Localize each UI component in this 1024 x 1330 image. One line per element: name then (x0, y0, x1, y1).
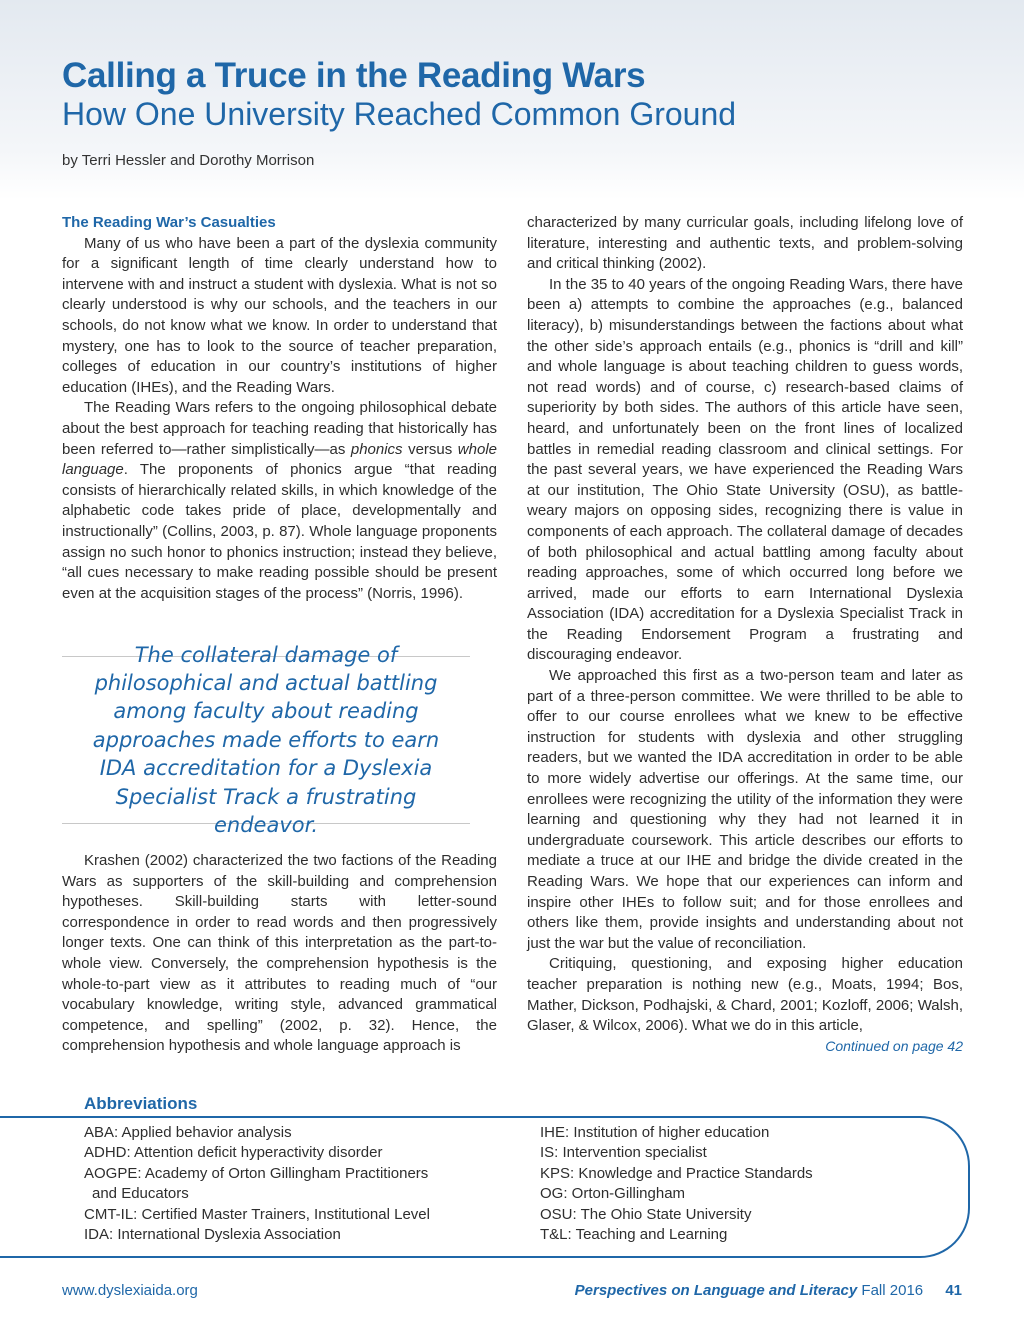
right-column (527, 213, 963, 1037)
footer-url: www.dyslexiaida.org (62, 1282, 198, 1299)
abbreviations-list-left (84, 1123, 504, 1245)
pull-quote-text: The collateral damage of philosophical and actual battling among faculty about reading approaches made efforts to earn IDA accreditation for a Dyslexia Specialist Track a frustrating endeavor. (92, 642, 440, 838)
section-heading: The Reading War’s Casualties (62, 214, 276, 231)
abbreviation-item: T&L: Teaching and Learning (540, 1226, 728, 1244)
abbreviation-item: OSU: The Ohio State University (540, 1205, 752, 1223)
article-title: Calling a Truce in the Reading Wars (62, 56, 646, 95)
paragraph: Critiquing, questioning, and exposing higher education teacher preparation is nothing new (e.g., Moats, 1994; Bos, Mather, Dickson, Podhajski, & Chard, 2001; Kozloff, 2006; Walsh, Glaser, & Wilcox, 2006). What we do in this article, (527, 955, 963, 1035)
abbreviation-item: OG: Orton-Gillingham (540, 1185, 686, 1203)
footer-journal-info (555, 1282, 962, 1299)
abbreviation-item: and Educators (92, 1185, 189, 1203)
pull-quote (62, 642, 470, 838)
paragraph: Many of us who have been a part of the dyslexia community for a significant length of time clearly understand how to intervene with and instruct a student with dyslexia. What is not so clearly understood is why our schools, and the teachers in our schools, do not know what we know. In order to understand that mystery, one has to look to the source of teacher preparation, colleges of education in our country’s institutions of higher education (IHEs), and the Reading Wars. (62, 234, 497, 396)
abbreviation-item: IDA: International Dyslexia Association (84, 1226, 341, 1244)
abbreviation-item: KPS: Knowledge and Practice Standards (540, 1164, 813, 1182)
paragraph: Krashen (2002) characterized the two factions of the Reading Wars as supporters of the skill-building and comprehension hypotheses. Skill-building starts with letter-sound correspondence in order to read words and then progressively longer texts. One can think of this interpretation as the part-to-whole view. Conversely, the comprehension hypothesis is the whole-to-part view as it attributes to reading much of “our vocabulary knowledge, writing style, advanced grammatical competence, and spelling” (2002, p. 32). Hence, the comprehension hypothesis and whole language approach is (62, 852, 497, 1055)
byline: by Terri Hessler and Dorothy Morrison (62, 152, 315, 169)
abbreviation-item: ADHD: Attention deficit hyperactivity disorder (84, 1144, 383, 1162)
abbreviation-item: ABA: Applied behavior analysis (84, 1124, 292, 1141)
article-subtitle: How One University Reached Common Ground (62, 96, 737, 132)
paragraph: In the 35 to 40 years of the ongoing Reading Wars, there have been a) attempts to combine the approaches (e.g., balanced literacy), b) misunderstandings between the factions about what the other side’s approach entails (e.g., phonics is “drill and kill” and whole language is about teaching children to guess words, not read words) and of course, c) research-based claims of superiority by both sides. The authors of this article have seen, heard, and unfortunately been on the front lines of localized battles in remedial reading classroom and clinical settings. For the past several years, we have experienced the Reading Wars at our institution, The Ohio State University (OSU), as battle-weary majors on opposing sides, recognizing there is value in components of each approach. The collateral damage of decades of both philosophical and actual battling among faculty about reading approaches, some of which occurred long before we arrived, made our efforts to earn International Dyslexia Association (IDA) accreditation for a Dyslexia Specialist Track in the Reading Endorsement Program a frustrating and discouraging endeavor. (527, 275, 963, 664)
left-column-bottom (62, 851, 497, 1057)
abbreviations-list-right (540, 1123, 940, 1245)
journal-title: Perspectives on Language and Literacy (574, 1282, 858, 1299)
abbreviation-item: IHE: Institution of higher education (540, 1124, 770, 1141)
term-phonics: phonics (350, 440, 403, 458)
continued-note: Continued on page 42 (825, 1038, 963, 1054)
paragraph: characterized by many curricular goals, including lifelong love of literature, interesting and authentic texts, and problem-solving and critical thinking (2002). (527, 214, 963, 273)
paragraph: We approached this first as a two-person team and later as part of a three-person committee. We were thrilled to be able to offer to our course enrollees what we knew to be effective instruction for students with dyslexia and other struggling readers, but we wanted the IDA accreditation in order to be able to more widely advertise our offerings. At the same time, our enrollees were recognizing the utility of the information they were learning and questioning why they had not learned it in undergraduate coursework. This article describes our efforts to mediate a truce at our IHE and bridge the divide created in the Reading Wars. We hope that our experiences can inform and inspire other IHEs to follow suit; and for those enrollees and others like them, provide insights and understanding about not just the war but the value of reconciliation. (527, 667, 963, 952)
issue-label: Fall 2016 (861, 1282, 924, 1299)
left-column-top (62, 213, 497, 604)
page-number: 41 (945, 1282, 962, 1299)
abbreviations-heading: Abbreviations (84, 1094, 203, 1114)
abbreviation-item: CMT-IL: Certified Master Trainers, Institutional Level (84, 1205, 430, 1223)
abbreviation-item: AOGPE: Academy of Orton Gillingham Practitioners (84, 1164, 429, 1182)
abbreviation-item: IS: Intervention specialist (540, 1144, 707, 1162)
paragraph: The Reading Wars refers to the ongoing philosophical debate about the best approach for teaching reading that historically has been referred to—rather simplistically—as phonics versus whole language. The proponents of phonics argue “that reading consists of hierarchically related skills, in which knowledge of the alphabetic code takes pride of place, developmentally and instructionally” (Collins, 2003, p. 87). Whole language proponents assign no such honor to phonics instruction; instead they believe, “all cues necessary to make reading possible should be present even at the acquisition stages of the process” (Norris, 1996). (62, 399, 497, 602)
term-whole-language: whole language (62, 440, 497, 479)
